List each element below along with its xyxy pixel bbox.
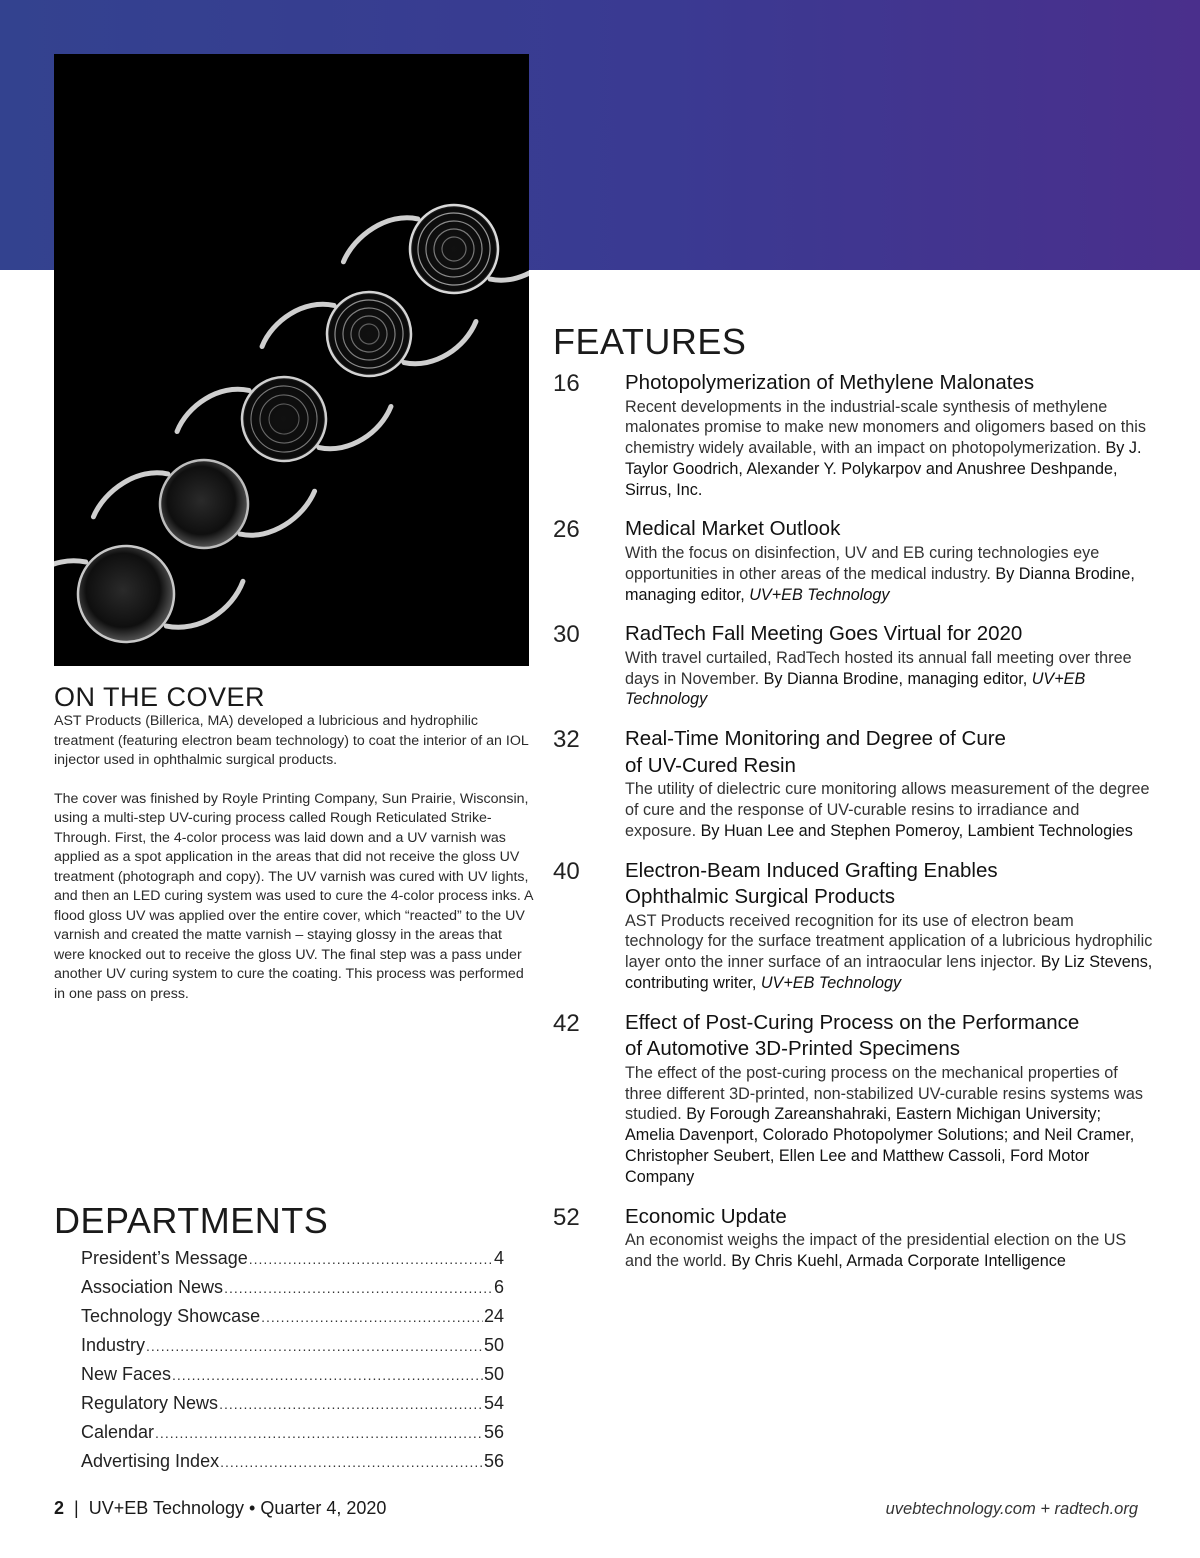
department-page: 56 [483, 1451, 504, 1471]
feature-item[interactable] [553, 858, 1153, 994]
dot-leader [172, 1361, 483, 1389]
department-page: 4 [493, 1248, 504, 1268]
feature-description-block [625, 911, 1153, 994]
feature-description: AST Products received recognition for its use of electron beam technology for the surface treatment application of a lubricious hydrophilic layer onto the inner surface of an intraocular lens injector. [625, 911, 1153, 972]
department-page: 50 [483, 1364, 504, 1384]
feature-body [625, 726, 1153, 841]
feature-page-number: 52 [553, 1203, 580, 1231]
feature-body [625, 1204, 1153, 1272]
feature-title: Medical Market Outlook [625, 517, 841, 541]
departments-heading: DEPARTMENTS [54, 1200, 329, 1241]
feature-description-block [625, 397, 1153, 501]
dot-leader [146, 1332, 483, 1360]
feature-title: RadTech Fall Meeting Goes Virtual for 2020 [625, 622, 1023, 646]
department-page: 24 [483, 1306, 504, 1326]
department-item[interactable] [81, 1244, 504, 1273]
department-page: 50 [483, 1335, 504, 1355]
department-label: Regulatory News [81, 1393, 219, 1413]
feature-byline: By J. Taylor Goodrich, Alexander Y. Polykarpov and Anushree Deshpande, Sirrus, Inc. [625, 439, 1142, 499]
feature-body [625, 858, 1153, 994]
feature-title: Ophthalmic Surgical Products [625, 885, 896, 909]
department-label: Calendar [81, 1422, 155, 1442]
dot-leader [261, 1303, 483, 1331]
department-label: Advertising Index [81, 1451, 220, 1471]
feature-byline: By Forough Zareanshahraki, Eastern Michigan University; Amelia Davenport, Colorado Photopolymer Solutions; and Neil Cramer, Christopher Seubert, Ellen Lee and Matthew Cassoli, Ford Motor Company [625, 1105, 1135, 1186]
feature-item[interactable] [553, 1010, 1153, 1188]
feature-title: of Automotive 3D-Printed Specimens [625, 1037, 960, 1061]
feature-byline: By Dianna Brodine, managing editor, [763, 669, 1028, 688]
department-item[interactable] [81, 1331, 504, 1360]
department-label: Industry [81, 1335, 146, 1355]
feature-description: With travel curtailed, RadTech hosted its annual fall meeting over three days in November. [625, 648, 1132, 688]
features-section [553, 320, 1153, 1272]
feature-page-number: 40 [553, 857, 580, 885]
feature-description-block [625, 648, 1153, 710]
feature-item[interactable] [553, 516, 1153, 605]
feature-title: Electron-Beam Induced Grafting Enables [625, 858, 998, 882]
department-item[interactable] [81, 1273, 504, 1302]
feature-page-number: 26 [553, 516, 580, 544]
feature-body [625, 516, 1153, 605]
department-page: 54 [483, 1393, 504, 1413]
departments-list [54, 1244, 504, 1476]
feature-description-block [625, 1230, 1153, 1272]
footer-page-number: 2 [54, 1498, 65, 1518]
feature-description-block [625, 779, 1153, 841]
department-item[interactable] [81, 1360, 504, 1389]
cover-paragraph-2: The cover was finished by Royle Printing Company, Sun Prairie, Wisconsin, using a multi-step UV-curing process called Rough Reticulated Strike-Through. First, the 4-color process was laid down and a UV varnish was applied as a spot application in the areas that did not receive the gloss UV treatment (photograph and copy). The UV varnish was cured with UV lights, and then an LED curing system was used to cure the 4-color process inks. A flood gloss UV was applied over the entire cover, which “reacted” to the UV varnish and created the matte varnish – staying glossy in the areas that were knocked out to receive the gloss UV. The final step was a pass under another UV curing system to cure the coating. This process was performed in one pass on press. [54, 790, 533, 1002]
feature-description-block [625, 1063, 1153, 1188]
feature-page-number: 32 [553, 726, 580, 754]
footer-separator: | [74, 1498, 79, 1518]
feature-description: With the focus on disinfection, UV and EB curing technologies eye opportunities in other areas of the medical industry. [625, 543, 1100, 583]
feature-page-number: 16 [553, 370, 580, 397]
department-label: Technology Showcase [81, 1306, 261, 1326]
feature-item[interactable] [553, 726, 1153, 841]
feature-body [625, 370, 1153, 500]
dot-leader [220, 1448, 483, 1476]
on-the-cover-section [54, 682, 534, 1004]
feature-page-number: 30 [553, 621, 580, 649]
feature-body [625, 1010, 1153, 1188]
feature-description: The effect of the post-curing process on the mechanical properties of three different 3D-printed, non-stabilized UV-curable resins systems was studied. [625, 1063, 1143, 1124]
feature-page-number: 42 [553, 1009, 580, 1037]
feature-byline: By Chris Kuehl, Armada Corporate Intelligence [731, 1251, 1066, 1270]
dot-leader [224, 1274, 493, 1302]
footer-websites[interactable]: uvebtechnology.com + radtech.org [885, 1500, 1138, 1518]
department-item[interactable] [81, 1447, 504, 1476]
feature-description: The utility of dielectric cure monitoring allows measurement of the degree of cure and the response of UV-curable resins to irradiance and exposure. [625, 780, 1150, 840]
cover-paragraph-1: AST Products (Billerica, MA) developed a lubricious and hydrophilic treatment (featuring electron beam technology) to coat the interior of an IOL injector used in ophthalmic surgical products. [54, 713, 529, 768]
dot-leader [219, 1390, 483, 1418]
on-the-cover-heading: ON THE COVER [54, 682, 266, 712]
footer-publication [54, 1496, 386, 1520]
dot-leader [155, 1419, 483, 1447]
feature-byline-publication: UV+EB Technology [749, 585, 890, 604]
features-heading: FEATURES [553, 321, 747, 362]
feature-title: Real-Time Monitoring and Degree of Cure [625, 727, 1006, 751]
features-list [553, 370, 1153, 1272]
department-item[interactable] [81, 1389, 504, 1418]
cover-photo [54, 54, 529, 666]
feature-item[interactable] [553, 621, 1153, 710]
department-item[interactable] [81, 1418, 504, 1447]
dot-leader [249, 1245, 493, 1273]
feature-item[interactable] [553, 1204, 1153, 1272]
feature-description: Recent developments in the industrial-scale synthesis of methylene malonates promise to make new monomers and oligomers based on this chemistry widely available, with an impact on photopolymerization. [625, 397, 1146, 458]
feature-title: Effect of Post-Curing Process on the Performance [625, 1010, 1080, 1034]
feature-body [625, 621, 1153, 710]
feature-byline: By Dianna Brodine, managing editor, [625, 564, 1135, 604]
departments-section [54, 1200, 504, 1476]
feature-description: An economist weighs the impact of the presidential election on the US and the world. [625, 1231, 1127, 1270]
feature-title: Photopolymerization of Methylene Malonates [625, 371, 1035, 394]
department-label: Association News [81, 1277, 224, 1297]
feature-byline: By Liz Stevens, contributing writer, [625, 953, 1153, 993]
feature-title: of UV-Cured Resin [625, 753, 796, 777]
feature-item[interactable] [553, 370, 1153, 500]
feature-description-block [625, 543, 1153, 605]
feature-byline: By Huan Lee and Stephen Pomeroy, Lambient Technologies [700, 821, 1133, 840]
department-page: 6 [493, 1277, 504, 1297]
department-page: 56 [483, 1422, 504, 1442]
department-label: New Faces [81, 1364, 172, 1384]
department-item[interactable] [81, 1302, 504, 1331]
feature-byline-publication: UV+EB Technology [760, 974, 902, 993]
feature-byline-publication: UV+EB Technology [625, 669, 1086, 709]
footer-publication-name: UV+EB Technology • Quarter 4, 2020 [88, 1498, 387, 1518]
department-label: President’s Message [81, 1248, 248, 1268]
feature-title: Economic Update [625, 1204, 787, 1228]
